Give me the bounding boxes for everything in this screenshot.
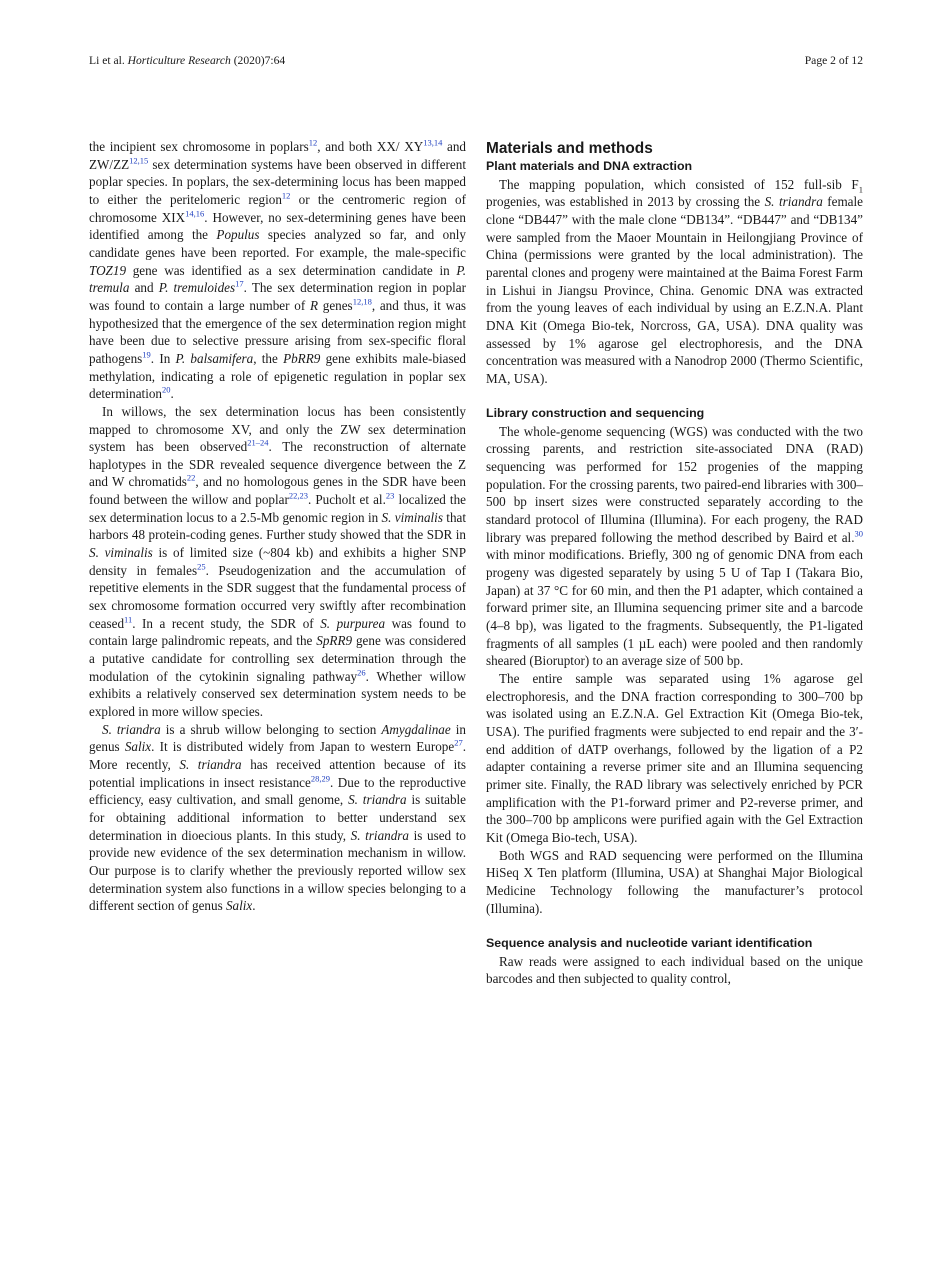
paragraph-s-triandra: S. triandra is a shrub willow belonging to section Amygdalinae in genus Salix. It is distributed widely from Japan to western Europe$^{27}$. More recently, S. triandra has received attention because of its potential implications in insect resistance$^{28,29}$. Due to the reproductive efficiency, easy cultivation, and small genome, S. triandra is suitable for obtaining additional information to better understand sex determination in dioecious plants. In this study, S. triandra is used to provide new evidence of the sex determination mechanism in willow. Our purpose is to clarify whether the previously reported willow sex determination system also functions in a willow species belonging to a different section of genus Salix. <box>89 721 467 914</box>
citation-link[interactable]: 22 <box>186 473 196 484</box>
citation-link[interactable]: 12,15 <box>129 155 149 166</box>
citation-link[interactable]: 12,18 <box>352 296 372 307</box>
citation-link[interactable]: 21–24 <box>247 437 269 448</box>
citation-link[interactable]: 11 <box>124 614 133 625</box>
citation-link[interactable]: 20 <box>161 384 171 395</box>
citation-link[interactable]: 17 <box>235 278 244 289</box>
subsection-heading-plant: Plant materials and DNA extraction <box>486 159 693 173</box>
citation-link[interactable]: 28,29 <box>310 773 330 784</box>
citation-link[interactable]: 22,23 <box>288 490 308 501</box>
citation-link[interactable]: 30 <box>854 528 863 539</box>
page-number: Page 2 of 12 <box>804 54 863 67</box>
paragraph-library-2: The entire sample was separated using 1% agarose gel electrophoresis, and the DNA fraction corresponding to 300–700 bp was isolated using an E.Z.N.A. Gel Extraction Kit (Omega Bio-tek, USA). The purified fragments were subjected to end repair and the 3′-end addition of dATP overhangs, followed by the ligation of a P2 adapter containing a reverse primer site and an Illumina sequencing primer site. Finally, the RAD library was selectively enriched by PCR amplification with the P1-forward primer and P2-reverse primer, and the 300–700 bp amplicons were purified again with the Gel Extraction Kit (Omega Bio-tech, USA). <box>486 671 863 845</box>
citation-link[interactable]: 27 <box>454 737 463 748</box>
running-header <box>89 54 863 70</box>
right-column <box>486 138 863 988</box>
paragraph-library-3: Both WGS and RAD sequencing were performed on the Illumina HiSeq X Ten platform (Illumina, USA) at Shanghai Major Biological Medicine Technology following the manufacturer’s protocol (Illumina). <box>486 847 863 916</box>
citation-link[interactable]: 14,16 <box>185 208 205 219</box>
paragraph-library-1: The whole-genome sequencing (WGS) was conducted with the two crossing parents, and restriction site-associated DNA (RAD) sequencing was performed for 152 progenies of the mapping population. For the crossing parents, two paired-end libraries with 300–500 bp insert sizes were constructed separately according to the standard protocol of Illumina (Illumina). For each progeny, the RAD library was prepared following the method described by Baird et al.$^{30}$ with minor modifications. Briefly, 300 ng of genomic DNA from each progeny was digested separately by using 5 U of Tap I (Takara Bio, Japan) at 37 °C for 60 min, and then the P1 adapter, which contained a forward primer site, an Illumina sequencing primer site and a barcode (4–8 bp), was ligated to the fragments. Subsequently, the P1-ligated fragments of all samples (1 µL each) were pooled and then randomly sheared (Bioruptor) to an average size of 500 bp. <box>486 423 863 669</box>
section-heading-methods: Materials and methods <box>486 140 653 157</box>
subsection-heading-sequence: Sequence analysis and nucleotide variant identification <box>486 935 813 950</box>
header-citation: Li et al. Horticulture Research (2020)7:64 <box>89 54 286 67</box>
journal-name: Horticulture Research <box>127 54 231 67</box>
subsection-heading-library: Library construction and sequencing <box>486 406 705 421</box>
citation-link[interactable]: 12 <box>281 190 291 201</box>
paragraph-poplar-sex: the incipient sex chromosome in poplars$^{12}$, and both XX/ XY$^{13,14}$ and ZW/ZZ$^{12,15}$ sex determination systems have been observed in different poplar species. In poplars, the sex-determining locus has been mapped to either the peritelomeric region$^{12}$ or the centromeric region of chromosome XIX$^{14,16}$. However, no sex-determining genes have been identified among the Populus species analyzed so far, and only candidate genes have been reported. For example, the male-specific TOZ19 gene was identified as a sex determination candidate in P. tremula and P. tremuloides$^{17}$. The sex determination region in poplar was found to contain a large number of R genes$^{12,18}$, and thus, it was hypothesized that the emergence of the sex determination region might have been due to selective pressure arising from sex-specific floral pathogens$^{19}$. In P. balsamifera, the PbRR9 gene exhibits male-biased methylation, indicating a role of epigenetic regulation in poplar sex determination$^{20}$. <box>89 137 467 402</box>
paragraph-willow-sex: In willows, the sex determination locus has been consistently mapped to chromosome XV, and only the ZW sex determination system has been observed$^{21-24}$. The reconstruction of alternate haplotypes in the SDR revealed sequence divergence between the Z and W chromatids$^{22}$, and no homologous genes in the SDR have been found between the willow and poplar$^{22,23}$. Pucholt et al.$^{23}$ localized the sex determination locus to a 2.5-Mb genomic region in S. viminalis that harbors 48 protein-coding genes. Further study showed that the SDR in S. viminalis is of limited size (~804 kb) and exhibits a higher SNP density in females$^{25}$. Pseudogenization and the accumulation of repetitive elements in the SDR suggest that the fundamental process of sex chromosome formation occurred very swiftly after recombination ceased$^{11}$. In a recent study, the SDR of S. purpurea was found to contain large palindromic repeats, and the SpRR9 gene was considered a putative candidate for controlling sex determination through the modulation of the cytokinin signaling pathway$^{26}$. Whether willow exhibits a relatively conserved sex determination system needs to be explored in more willow species. <box>89 403 467 719</box>
citation-link[interactable]: 23 <box>385 490 395 501</box>
citation-link[interactable]: 25 <box>197 561 206 572</box>
citation-link[interactable]: 19 <box>142 349 151 360</box>
citation-link[interactable]: 26 <box>357 667 366 678</box>
left-column <box>89 138 466 915</box>
citation-link[interactable]: 13,14 <box>423 137 443 148</box>
citation-link[interactable]: 12 <box>308 137 318 148</box>
paragraph-sequence-analysis: Raw reads were assigned to each individual based on the unique barcodes and then subjected to quality control, <box>486 953 863 987</box>
paragraph-plant-materials: The mapping population, which consisted of 152 full-sib $F_1$ progenies, was established in 2013 by crossing the S. triandra female clone “DB447” with the male clone “DB134”. “DB447” and “DB134” were sampled from the Maoer Mountain in Heilongjiang Province of China (permissions were granted by the local administration). The parental clones and progeny were maintained at the Baima Forest Farm in Lishui in Jiangsu Province, China. Genomic DNA was extracted from the young leaves of each individual by using an E.Z.N.A. Plant DNA Kit (Omega Bio-tek, Norcross, GA, USA). DNA quality was assessed by 1% agarose gel electrophoresis, and the DNA concentration was measured with a Nanodrop 2000 (Thermo Scientific, MA, USA). <box>486 176 863 386</box>
